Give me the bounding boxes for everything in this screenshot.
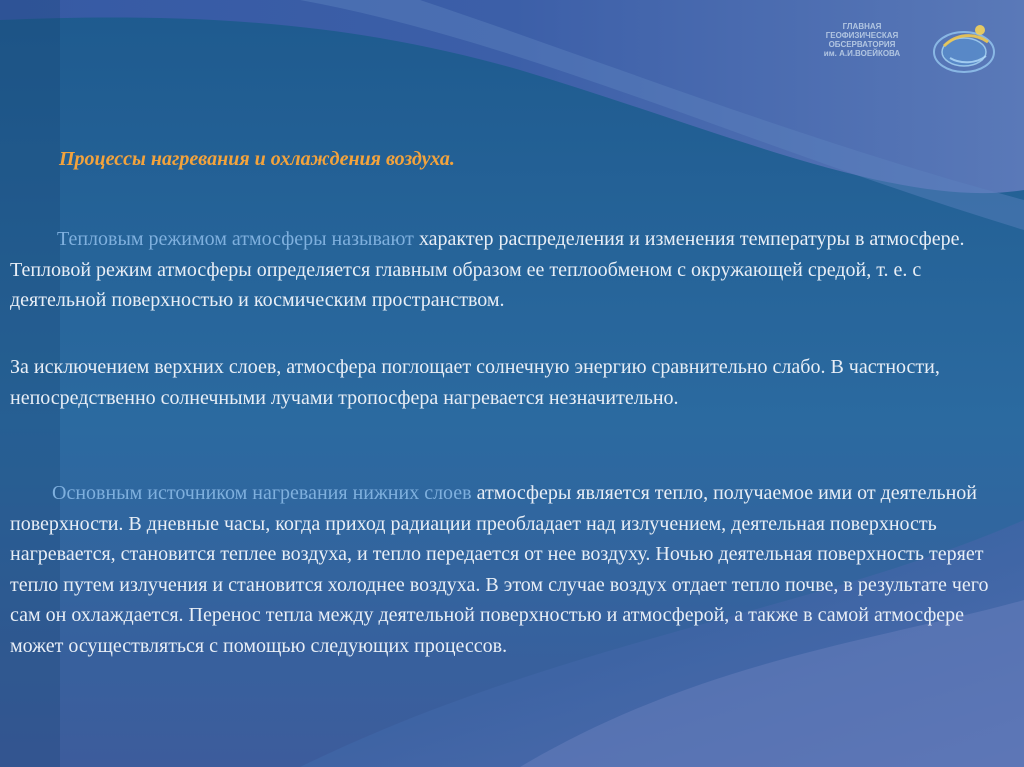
paragraph-heat-source: [10, 478, 1010, 661]
paragraph-text: характер распределения и изменения температуры в атмосфере. Тепловой режим атмосферы определяется главным образом ее теплообменом с окружающей средой, т. е. с деятельной поверхностью и космическим пространством.: [10, 228, 965, 311]
slide-title: Процессы нагревания и охлаждения воздуха.: [59, 148, 455, 170]
globe-emblem-icon: [922, 16, 1002, 80]
paragraph-definition: [10, 224, 1010, 316]
highlighted-term: Основным источником нагревания нижних слоев: [52, 482, 472, 504]
highlighted-term: Тепловым режимом атмосферы называют: [57, 228, 414, 250]
logo-caption: ГЛАВНАЯ ГЕОФИЗИЧЕСКАЯ ОБСЕРВАТОРИЯ им. А.И.ВОЕЙКОВА: [823, 22, 901, 58]
organization-logo: [806, 16, 1002, 80]
paragraph-absorption: За исключением верхних слоев, атмосфера поглощает солнечную энергию сравнительно слабо. В частности, непосредственно солнечными лучами тропосфера нагревается незначительно.: [10, 356, 940, 409]
paragraph-text: атмосферы является тепло, получаемое ими от деятельной поверхности. В дневные часы, когда приход радиации преобладает над излучением, деятельная поверхность нагревается, становится теплее воздуха, и тепло передается от нее воздуху. Ночью деятельная поверхность теряет тепло путем излучения и становится холоднее воздуха. В этом случае воздух отдает тепло почве, в результате чего сам он охлаждается. Перенос тепла между деятельной поверхностью и атмосферой, а также в самой атмосфере может осуществляться с помощью следующих процессов.: [10, 482, 989, 657]
